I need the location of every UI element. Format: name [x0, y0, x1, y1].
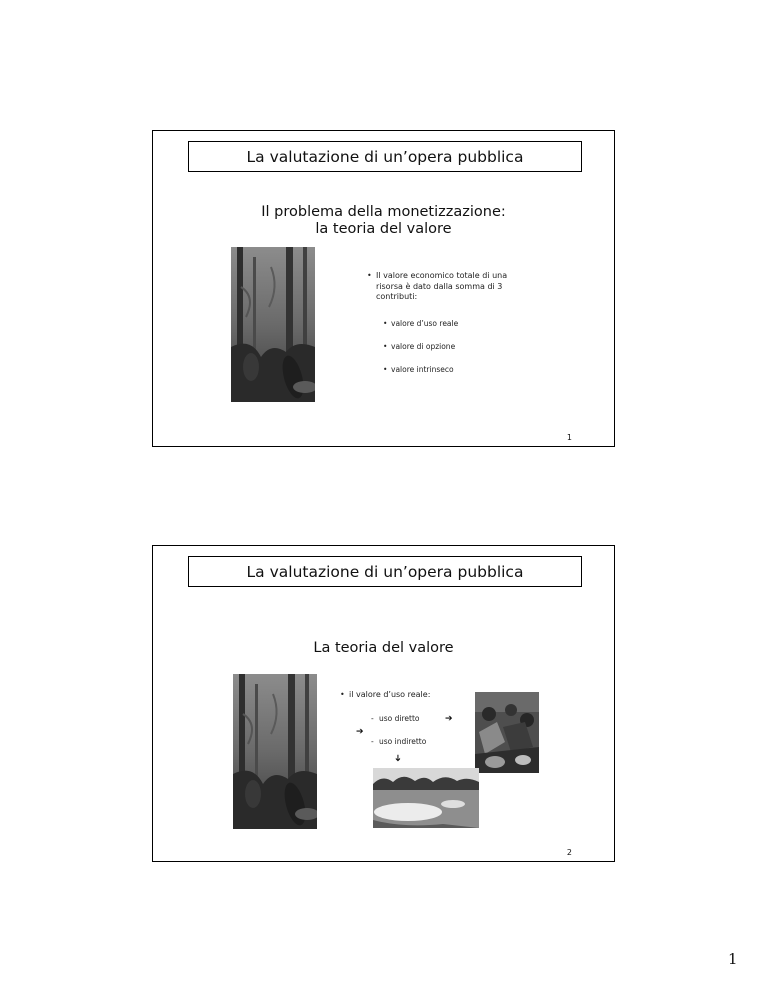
arrow-right-icon: ➔ [356, 727, 364, 737]
slide-page-number: 1 [566, 433, 572, 442]
slide-title: La valutazione di un’opera pubblica [188, 556, 582, 587]
arrow-right-icon: ➔ [445, 714, 453, 724]
slide-subtitle-line-2: la teoria del valore [315, 221, 452, 237]
sub-bullet-uso-diretto: - uso diretto [371, 714, 420, 723]
dash-dot: - [371, 737, 374, 746]
sub-bullet-2: • valore di opzione [383, 342, 456, 351]
sub-bullet-uso-indiretto: - uso indiretto [371, 737, 427, 746]
dash-dot: - [371, 714, 374, 723]
rainforest-photo [231, 247, 315, 402]
bullet-dot: • [340, 690, 345, 699]
bullet-dot: • [383, 342, 388, 351]
bullet-main [367, 271, 546, 303]
slide-2 [152, 545, 615, 862]
slide-title: La valutazione di un’opera pubblica [188, 141, 582, 172]
slide-1 [152, 130, 615, 447]
bullet-dot: • [383, 365, 388, 374]
people-photo [475, 692, 539, 773]
slide-page-number: 2 [566, 848, 572, 857]
sub-bullet-3: • valore intrinseco [383, 365, 454, 374]
bullet-dot: • [383, 319, 388, 328]
golf-course-photo [373, 768, 479, 828]
bullet-line-2: risorsa è dato dalla somma di 3 [376, 281, 503, 291]
slide-subtitle-line-1: Il problema della monetizzazione: [261, 204, 506, 220]
arrow-down-icon: ➔ [391, 754, 402, 762]
bullet-main: • il valore d’uso reale: [340, 690, 431, 699]
bullet-dot: • [367, 271, 372, 280]
rainforest-photo [233, 674, 317, 829]
bullet-line-3: contributi: [376, 292, 418, 301]
slide-subtitle: La teoria del valore [313, 640, 454, 656]
sub-bullet-1: • valore d’uso reale [383, 319, 459, 328]
bullet-line-1: Il valore economico totale di una [376, 271, 508, 280]
document-page-number: 1 [728, 950, 738, 968]
